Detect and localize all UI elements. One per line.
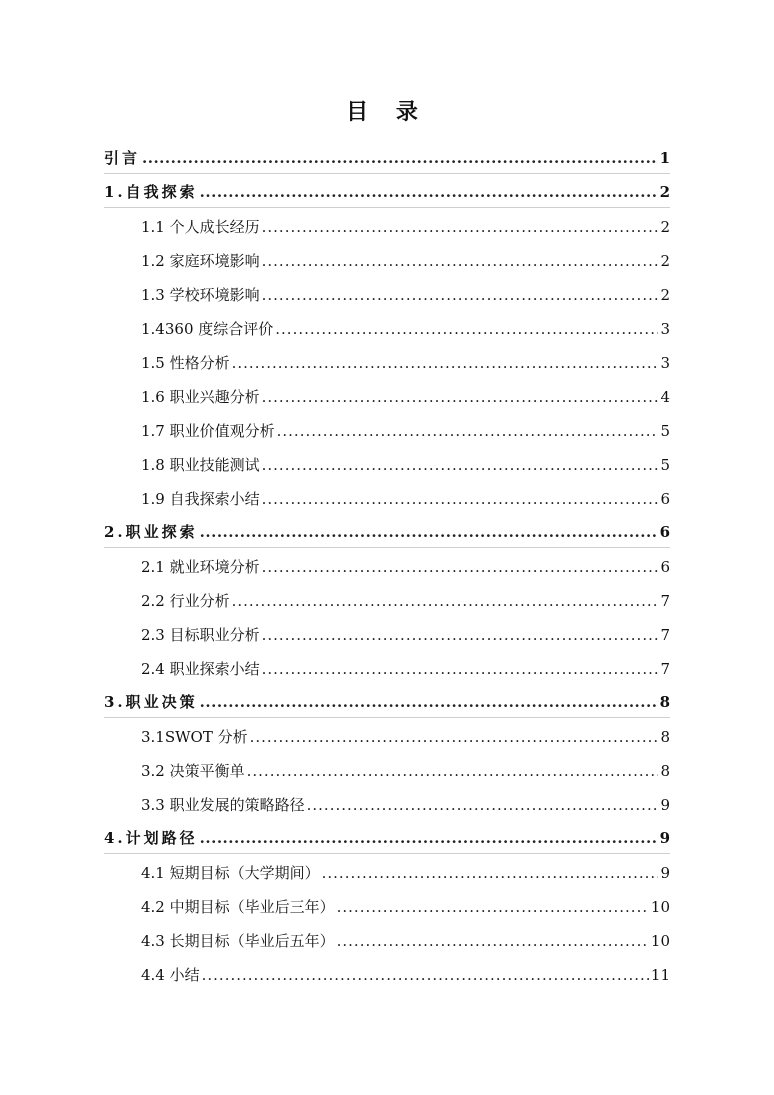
toc-section-4-3[interactable] <box>104 922 670 956</box>
toc-entry-label: 4.3 长期目标（毕业后五年） <box>141 932 335 950</box>
toc-entry-label: 3.2 决策平衡单 <box>141 762 245 780</box>
toc-entry-label: 1.3 学校环境影响 <box>141 286 260 304</box>
dot-leader <box>337 932 649 950</box>
dot-leader <box>262 456 659 474</box>
dot-leader <box>202 966 649 984</box>
toc-entry-label: 2.3 目标职业分析 <box>141 626 260 644</box>
toc-entry-label: 1.2 家庭环境影响 <box>141 252 260 270</box>
dot-leader <box>262 490 659 508</box>
toc-chapter-1[interactable] <box>104 174 670 208</box>
toc-entry-label: 3.1SWOT 分析 <box>141 728 248 746</box>
dot-leader <box>247 762 659 780</box>
dot-leader <box>277 422 659 440</box>
toc-section-1-1[interactable] <box>104 208 670 242</box>
toc-entry-page: 9 <box>659 829 670 847</box>
toc-entry-page: 8 <box>660 728 670 746</box>
toc-entry-page: 8 <box>659 693 670 711</box>
toc-entry-page: 7 <box>660 626 670 644</box>
dot-leader <box>232 592 659 610</box>
toc-entry-page: 2 <box>659 183 670 201</box>
toc-entry-page: 9 <box>660 796 670 814</box>
dot-leader <box>142 149 658 167</box>
toc-section-1-4[interactable] <box>104 310 670 344</box>
table-of-contents <box>104 140 670 990</box>
dot-leader <box>307 796 659 814</box>
toc-section-2-4[interactable] <box>104 650 670 684</box>
toc-entry-label: 1.自我探索 <box>104 183 198 201</box>
toc-entry-page: 6 <box>659 523 670 541</box>
toc-section-1-9[interactable] <box>104 480 670 514</box>
toc-section-4-4[interactable] <box>104 956 670 990</box>
toc-entry-label: 1.9 自我探索小结 <box>141 490 260 508</box>
toc-section-3-1[interactable] <box>104 718 670 752</box>
dot-leader <box>200 523 658 541</box>
dot-leader <box>322 864 659 882</box>
dot-leader <box>337 898 649 916</box>
toc-section-4-2[interactable] <box>104 888 670 922</box>
dot-leader <box>200 829 658 847</box>
toc-chapter-3[interactable] <box>104 684 670 718</box>
toc-section-2-1[interactable] <box>104 548 670 582</box>
toc-entry-page: 1 <box>659 149 670 167</box>
toc-entry-page: 9 <box>660 864 670 882</box>
toc-entry-page: 2 <box>660 252 670 270</box>
toc-section-1-7[interactable] <box>104 412 670 446</box>
toc-entry-label: 4.4 小结 <box>141 966 200 984</box>
dot-leader <box>262 252 659 270</box>
dot-leader <box>200 693 658 711</box>
toc-section-1-8[interactable] <box>104 446 670 480</box>
toc-entry-label: 1.5 性格分析 <box>141 354 230 372</box>
toc-entry-page: 6 <box>660 558 670 576</box>
toc-entry-page: 4 <box>660 388 670 406</box>
toc-title: 目 录 <box>346 99 428 125</box>
toc-entry-label: 2.4 职业探索小结 <box>141 660 260 678</box>
dot-leader <box>232 354 659 372</box>
toc-entry-label: 3.职业决策 <box>104 693 198 711</box>
toc-entry-page: 5 <box>660 456 670 474</box>
toc-entry-label: 1.8 职业技能测试 <box>141 456 260 474</box>
toc-chapter-4[interactable] <box>104 820 670 854</box>
dot-leader <box>262 286 659 304</box>
dot-leader <box>200 183 658 201</box>
toc-section-4-1[interactable] <box>104 854 670 888</box>
dot-leader <box>275 320 658 338</box>
toc-entry-label: 4.1 短期目标（大学期间） <box>141 864 320 882</box>
dot-leader <box>262 388 659 406</box>
toc-entry-label: 1.1 个人成长经历 <box>141 218 260 236</box>
toc-entry-label: 4.计划路径 <box>104 829 198 847</box>
dot-leader <box>262 626 659 644</box>
toc-section-1-3[interactable] <box>104 276 670 310</box>
dot-leader <box>262 660 659 678</box>
toc-entry-page: 2 <box>660 218 670 236</box>
toc-section-3-3[interactable] <box>104 786 670 820</box>
toc-section-1-5[interactable] <box>104 344 670 378</box>
toc-entry-label: 1.6 职业兴趣分析 <box>141 388 260 406</box>
toc-entry-page: 11 <box>650 966 670 984</box>
toc-entry-page: 10 <box>650 932 670 950</box>
toc-section-1-2[interactable] <box>104 242 670 276</box>
toc-chapter-2[interactable] <box>104 514 670 548</box>
toc-section-2-3[interactable] <box>104 616 670 650</box>
toc-entry-intro[interactable] <box>104 140 670 174</box>
toc-section-3-2[interactable] <box>104 752 670 786</box>
toc-entry-page: 7 <box>660 660 670 678</box>
toc-entry-page: 3 <box>660 320 670 338</box>
dot-leader <box>262 218 659 236</box>
dot-leader <box>262 558 659 576</box>
toc-entry-label: 1.4360 度综合评价 <box>141 320 274 338</box>
toc-entry-page: 8 <box>660 762 670 780</box>
toc-entry-page: 5 <box>660 422 670 440</box>
toc-entry-page: 10 <box>650 898 670 916</box>
toc-entry-label: 2.1 就业环境分析 <box>141 558 260 576</box>
toc-entry-label: 4.2 中期目标（毕业后三年） <box>141 898 335 916</box>
toc-entry-page: 3 <box>660 354 670 372</box>
toc-entry-page: 2 <box>660 286 670 304</box>
toc-section-2-2[interactable] <box>104 582 670 616</box>
toc-entry-label: 引言 <box>104 149 141 167</box>
toc-entry-label: 1.7 职业价值观分析 <box>141 422 275 440</box>
dot-leader <box>250 728 659 746</box>
toc-entry-label: 2.职业探索 <box>104 523 198 541</box>
toc-entry-label: 2.2 行业分析 <box>141 592 230 610</box>
toc-section-1-6[interactable] <box>104 378 670 412</box>
toc-entry-label: 3.3 职业发展的策略路径 <box>141 796 305 814</box>
toc-entry-page: 7 <box>660 592 670 610</box>
toc-entry-page: 6 <box>660 490 670 508</box>
